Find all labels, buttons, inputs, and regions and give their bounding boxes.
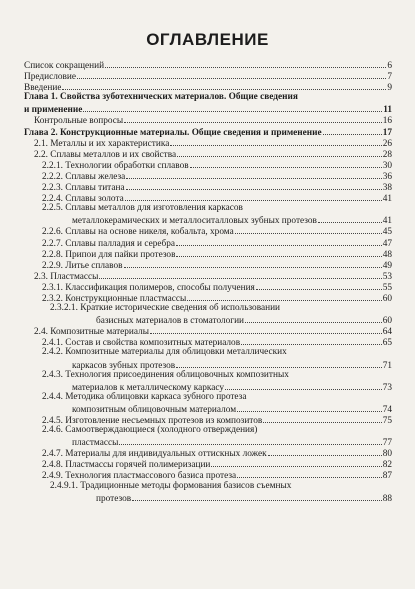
- toc-entry: [24, 237, 392, 248]
- dot-leader: [126, 170, 381, 179]
- toc-entry-title-continued: и применение: [24, 105, 83, 116]
- dot-leader: [187, 292, 381, 301]
- toc-page-number: 74: [382, 404, 392, 415]
- dot-leader: [170, 137, 381, 146]
- dot-leader: [235, 225, 382, 234]
- toc-entry-title: Контрольные вопросы: [34, 116, 124, 127]
- toc-page-number: 30: [382, 160, 392, 171]
- toc-entry: [24, 481, 392, 503]
- toc-entry: [24, 392, 392, 414]
- toc-entry-title: 2.2.4. Сплавы золота: [42, 194, 124, 205]
- toc-entry-title: Список сокращений: [24, 61, 105, 71]
- toc-entry-title-continued: протезов: [96, 493, 132, 504]
- toc-entry-title: 2.2.6. Сплавы на основе никеля, кобальта, хрома: [42, 227, 234, 238]
- toc-entry-title: 2.2.5. Сплавы металлов для изготовления каркасов: [42, 203, 243, 214]
- toc-entry-title: 2.2.8. Припои для пайки протезов: [42, 249, 176, 260]
- toc-page-number: 55: [382, 282, 392, 293]
- toc-entry-title: 2.4.4. Методика облицовки каркаса зубного протеза: [42, 391, 247, 402]
- toc-entry-title: 2.4.2. Композитные материалы для облицовки металлических: [42, 347, 287, 358]
- toc-page-number: 9: [387, 83, 392, 94]
- dot-leader: [62, 81, 386, 90]
- toc-page-number: 88: [382, 493, 392, 504]
- dot-leader: [211, 458, 381, 467]
- toc-entry: [24, 370, 392, 392]
- toc-entry-title: 2.2.1. Технологии обработки сплавов: [42, 160, 189, 171]
- dot-leader: [318, 214, 382, 223]
- dot-leader: [237, 403, 382, 412]
- toc-entry-title: 2.4.3. Технология присоединения облицовочных композитных: [42, 369, 289, 380]
- toc-entry: [24, 259, 392, 270]
- toc-entry-title: Предисловие: [24, 72, 76, 83]
- toc-entry-title: 2.4.1. Состав и свойства композитных материалов: [42, 338, 241, 349]
- toc-page-number: 7: [387, 72, 392, 83]
- toc-entry: [24, 137, 392, 148]
- toc-page-number: 36: [382, 171, 392, 182]
- toc-entry: [24, 181, 392, 192]
- toc-page-number: 17: [382, 127, 392, 138]
- toc-entry: [24, 248, 392, 259]
- toc-entry-title: 2.4.6. Самоотверждающиеся (холодного отверждения): [42, 425, 258, 436]
- toc-entry-title: 2.1. Металлы и их характеристика: [34, 138, 170, 149]
- toc-page-number: 60: [382, 316, 392, 327]
- dot-leader: [105, 59, 386, 68]
- toc-entry-title: 2.4.9.1. Традиционные методы формования базисов съемных: [50, 480, 292, 491]
- toc-page-number: 87: [382, 471, 392, 482]
- toc-entry: [24, 336, 392, 347]
- toc-entry: [24, 114, 392, 125]
- dot-leader: [126, 181, 382, 190]
- toc-page-number: 26: [382, 138, 392, 149]
- toc-entry-title: Глава 2. Конструкционные материалы. Общие сведения и применение: [24, 127, 322, 138]
- toc-page-number: 77: [382, 438, 392, 449]
- toc-entry: [24, 469, 392, 480]
- table-of-contents: [24, 59, 392, 503]
- toc-entry-title-continued: каркасов зубных протезов: [72, 360, 176, 371]
- toc-page-number: 49: [382, 260, 392, 271]
- toc-entry-title: 2.4.7. Материалы для индивидуальных оттискных ложек: [42, 449, 267, 460]
- toc-entry-title: 2.3.2.1. Краткие исторические сведения об использовании: [50, 303, 281, 314]
- toc-entry-title: 2.2.3. Сплавы титана: [42, 183, 125, 194]
- toc-entry-title-continued: композитным облицовочным материалом: [72, 404, 237, 415]
- toc-entry-title: 2.3.2. Конструкционные пластмассы: [42, 293, 187, 304]
- dot-leader: [177, 148, 382, 157]
- dot-leader: [150, 325, 382, 334]
- toc-page-number: 73: [382, 382, 392, 393]
- toc-page-number: 41: [382, 194, 392, 205]
- toc-page-number: 11: [383, 105, 392, 116]
- toc-page-number: 75: [382, 416, 392, 426]
- toc-page-number: 64: [382, 327, 392, 338]
- toc-entry-title: Глава 1. Свойства зуботехнических материалов. Общие сведения: [24, 92, 298, 103]
- toc-entry: [24, 425, 392, 447]
- toc-page-number: 53: [382, 271, 392, 282]
- dot-leader: [237, 469, 382, 478]
- toc-entry-title-continued: пластмассы: [72, 438, 119, 449]
- dot-leader: [323, 126, 382, 135]
- toc-entry: [24, 303, 392, 325]
- toc-entry: [24, 148, 392, 159]
- toc-entry: [24, 325, 392, 336]
- toc-entry-title: 2.2.2. Сплавы железа: [42, 171, 126, 182]
- toc-entry-title-continued: базисных материалов в стоматологии: [96, 316, 245, 327]
- toc-entry: [24, 347, 392, 369]
- dot-leader: [83, 103, 382, 112]
- dot-leader: [99, 270, 381, 279]
- dot-leader: [176, 248, 381, 257]
- toc-entry-title: 2.4.5. Изготовление несъемных протезов из композитов: [42, 416, 263, 426]
- dot-leader: [77, 70, 386, 79]
- dot-leader: [176, 237, 382, 246]
- toc-entry: [24, 458, 392, 469]
- dot-leader: [225, 381, 382, 390]
- toc-page-number: 60: [382, 293, 392, 304]
- toc-entry-title: 2.2.7. Сплавы палладия и серебра: [42, 238, 175, 249]
- toc-page-number: 16: [382, 116, 392, 127]
- dot-leader: [256, 281, 382, 290]
- dot-leader: [119, 436, 381, 445]
- toc-entry-title: Введение: [24, 83, 62, 94]
- toc-entry: [24, 414, 392, 425]
- toc-entry: [24, 203, 392, 225]
- dot-leader: [124, 114, 382, 123]
- dot-leader: [132, 492, 382, 501]
- dot-leader: [190, 159, 382, 168]
- toc-entry: [24, 192, 392, 203]
- dot-leader: [263, 414, 381, 423]
- toc-entry: [24, 281, 392, 292]
- page-title: ОГЛАВЛЕНИЕ: [146, 30, 269, 49]
- toc-page-number: 71: [382, 360, 392, 371]
- toc-page-number: 48: [382, 249, 392, 260]
- dot-leader: [125, 192, 382, 201]
- toc-entry-title: 2.4.9. Технология пластмассового базиса протеза: [42, 471, 237, 482]
- toc-page-number: 45: [382, 227, 392, 238]
- toc-entry-title-continued: материалов к металлическому каркасу: [72, 382, 225, 393]
- toc-page-number: 28: [382, 149, 392, 160]
- toc-entry: [24, 270, 392, 281]
- dot-leader: [245, 314, 382, 323]
- toc-entry: [24, 126, 392, 137]
- toc-entry: [24, 81, 392, 92]
- toc-page-number: 80: [382, 449, 392, 460]
- dot-leader: [124, 259, 382, 268]
- toc-entry-title: 2.2.9. Литье сплавов: [42, 260, 123, 271]
- dot-leader: [241, 336, 382, 345]
- toc-entry-title: 2.3. Пластмассы: [34, 271, 99, 282]
- toc-page-number: 6: [387, 61, 392, 71]
- toc-entry-title: 2.4. Композитные материалы: [34, 327, 149, 338]
- toc-entry: [24, 447, 392, 458]
- toc-page-number: 38: [382, 183, 392, 194]
- toc-entry-title-continued: металлокерамических и металлоситалловых зубных протезов: [72, 216, 317, 227]
- toc-page-number: 65: [382, 338, 392, 349]
- toc-entry-title: 2.2. Сплавы металлов и их свойства: [34, 149, 177, 160]
- dot-leader: [176, 359, 382, 368]
- toc-entry: [24, 70, 392, 81]
- toc-entry: [24, 59, 392, 70]
- toc-entry: [24, 292, 392, 303]
- toc-entry: [24, 170, 392, 181]
- toc-page-number: 47: [382, 238, 392, 249]
- dot-leader: [268, 447, 382, 456]
- toc-entry-title: 2.3.1. Классификация полимеров, способы получения: [42, 282, 255, 293]
- toc-entry: [24, 159, 392, 170]
- toc-page-number: 82: [382, 460, 392, 471]
- toc-page-number: 41: [382, 216, 392, 227]
- toc-entry: [24, 225, 392, 236]
- toc-entry: [24, 92, 392, 114]
- toc-entry-title: 2.4.8. Пластмассы горячей полимеризации: [42, 460, 211, 471]
